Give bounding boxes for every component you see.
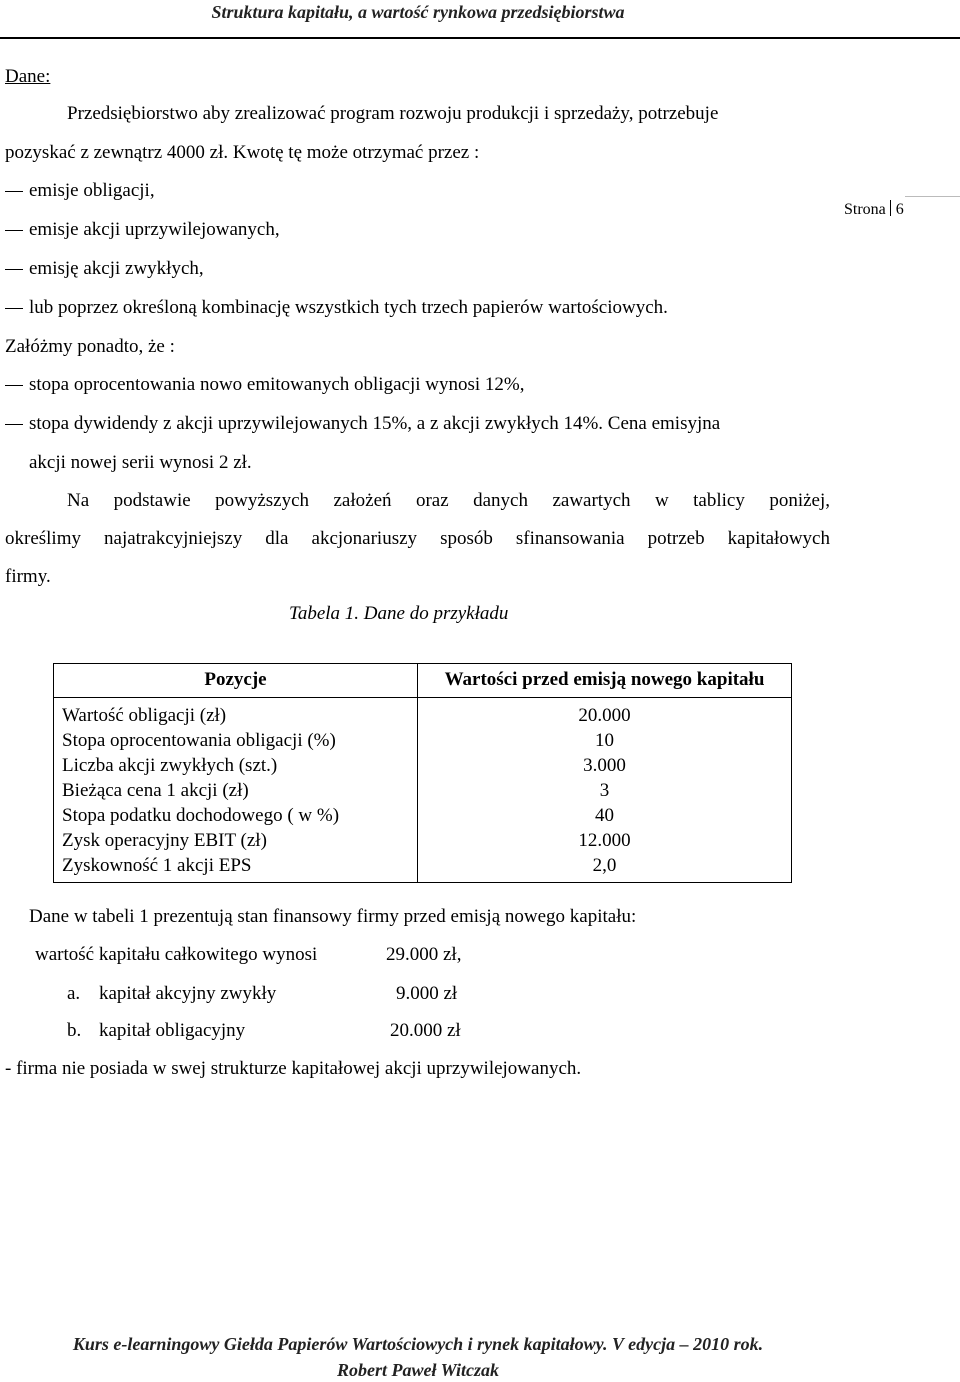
dane-heading: Dane: [5,66,51,87]
row-label: Liczba akcji zwykłych (szt.) [54,754,418,779]
preferred-shares-note: - firma nie posiada w swej strukturze kapitałowej akcji uprzywilejowanych. [5,1058,582,1079]
assumption-text: stopa oprocentowania nowo emitowanych obligacji wynosi 12%, [29,374,525,395]
dash-bullet [5,308,23,309]
page-label-text: Strona [844,201,886,218]
header-rule [0,37,960,39]
assumption-heading: Załóżmy ponadto, że : [5,336,175,357]
assumption-item [5,374,524,397]
item-value-a: 9.000 zł [396,983,458,1004]
paragraph-line-1: Na podstawie powyższych założeń oraz danych zawartych w tablicy poniżej, [67,490,830,511]
option-item [5,297,668,320]
page-number: 6 [895,201,904,218]
row-label: Zyskowność 1 akcji EPS [54,854,418,883]
row-value: 20.000 [418,698,792,730]
summary-intro: Dane w tabeli 1 prezentują stan finansowy firmy przed emisją nowego kapitału: [29,906,637,927]
page-label-rule [905,196,960,197]
total-capital-label: wartość kapitału całkowitego wynosi [35,944,318,965]
paragraph-line-2: określimy najatrakcyjniejszy dla akcjonariuszy sposób sfinansowania potrzeb kapitałowych [5,528,830,549]
footer-course: Kurs e-learningowy Giełda Papierów Wartościowych i rynek kapitałowy. V edycja – 2010 rok. [72,1334,764,1354]
assumption-text: stopa dywidendy z akcji uprzywilejowanych 15%, a z akcji zwykłych 14%. Cena emisyjna [29,413,721,434]
total-capital-value: 29.000 zł, [386,944,462,965]
row-value: 3 [418,779,792,804]
option-item [5,219,280,242]
page-label-separator [890,200,891,216]
row-value: 12.000 [418,829,792,854]
table-row [54,754,792,779]
table-header-row [54,664,792,698]
table-row [54,829,792,854]
row-label: Zysk operacyjny EBIT (zł) [54,829,418,854]
row-value: 10 [418,729,792,754]
dash-bullet [5,424,23,425]
option-text: emisje akcji uprzywilejowanych, [29,219,280,240]
assumption-item [5,413,720,436]
data-table [53,663,792,883]
row-value: 3.000 [418,754,792,779]
option-text: emisję akcji zwykłych, [29,258,204,279]
intro-line-2: pozyskać z zewnątrz 4000 zł. Kwotę tę może otrzymać przez : [5,142,480,163]
row-label: Stopa podatku dochodowego ( w %) [54,804,418,829]
table-row [54,854,792,883]
page-number-label [844,200,904,219]
dash-bullet [5,191,23,192]
item-label-a: kapitał akcyjny zwykły [99,983,277,1004]
paragraph-line-3: firmy. [5,566,51,587]
intro-line-1: Przedsiębiorstwo aby zrealizować program rozwoju produkcji i sprzedaży, potrzebuje [67,103,719,124]
row-value: 40 [418,804,792,829]
dash-bullet [5,230,23,231]
option-text: lub poprzez określoną kombinację wszystkich tych trzech papierów wartościowych. [29,297,668,318]
option-text: emisje obligacji, [29,180,155,201]
running-header: Struktura kapitału, a wartość rynkowa przedsiębiorstwa [211,2,625,22]
assumption-continuation: akcji nowej serii wynosi 2 zł. [29,452,252,473]
table-caption: Tabela 1. Dane do przykładu [289,603,509,624]
option-item [5,180,155,203]
dash-bullet [5,385,23,386]
footer-author: Robert Paweł Witczak [337,1360,499,1380]
item-label-b: kapitał obligacyjny [99,1020,246,1041]
row-label: Wartość obligacji (zł) [54,698,418,730]
column-header-positions: Pozycje [54,664,418,698]
item-marker-b: b. [67,1020,82,1041]
item-marker-a: a. [67,983,81,1004]
item-value-b: 20.000 zł [390,1020,461,1041]
option-item [5,258,204,281]
table-row [54,729,792,754]
row-label: Stopa oprocentowania obligacji (%) [54,729,418,754]
row-value: 2,0 [418,854,792,883]
table-row [54,698,792,730]
dash-bullet [5,269,23,270]
table-row [54,779,792,804]
table-row [54,804,792,829]
column-header-values: Wartości przed emisją nowego kapitału [418,664,792,698]
row-label: Bieżąca cena 1 akcji (zł) [54,779,418,804]
